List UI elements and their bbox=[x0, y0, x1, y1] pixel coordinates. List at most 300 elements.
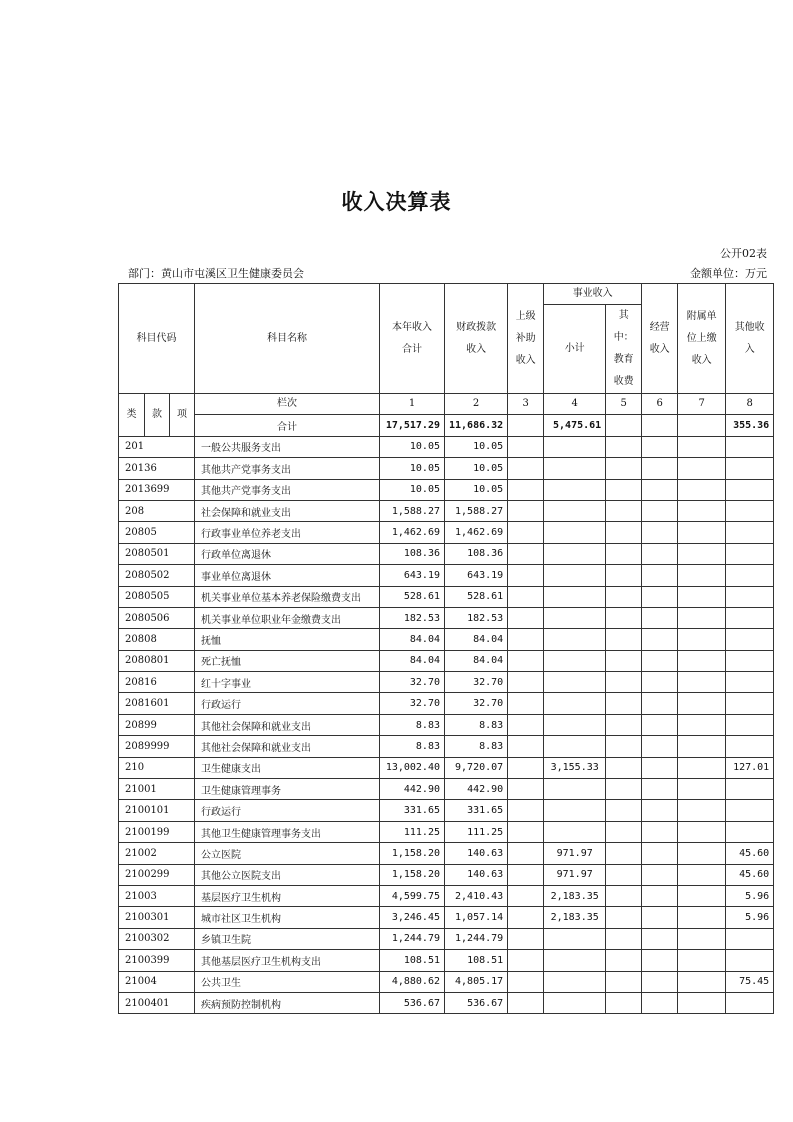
table-row bbox=[119, 821, 774, 842]
col-number: 8 bbox=[726, 394, 774, 415]
amount-cell bbox=[678, 586, 726, 607]
unit-label: 金额单位：万元 bbox=[690, 267, 767, 280]
amount-cell: 331.65 bbox=[380, 800, 445, 821]
amount-cell: 127.01 bbox=[726, 757, 774, 778]
amount-cell: 45.60 bbox=[726, 843, 774, 864]
subject-code-cell: 2089999 bbox=[119, 736, 195, 757]
subject-name-cell: 机关事业单位基本养老保险缴费支出 bbox=[195, 586, 380, 607]
amount-cell bbox=[678, 500, 726, 521]
table-row bbox=[119, 607, 774, 628]
amount-cell bbox=[642, 500, 678, 521]
amount-cell bbox=[726, 500, 774, 521]
amount-cell: 108.36 bbox=[380, 543, 445, 564]
form-code: 公开02表 bbox=[720, 247, 767, 260]
amount-cell bbox=[678, 821, 726, 842]
total-cell: 11,686.32 bbox=[445, 415, 508, 436]
header-line: 上级 bbox=[515, 310, 536, 322]
amount-cell bbox=[544, 500, 606, 521]
table-row bbox=[119, 800, 774, 821]
table-row bbox=[119, 736, 774, 757]
header-lei: 类 bbox=[119, 394, 145, 437]
amount-cell bbox=[544, 650, 606, 671]
amount-cell bbox=[678, 950, 726, 971]
table-row bbox=[119, 885, 774, 906]
total-cell bbox=[642, 415, 678, 436]
amount-cell bbox=[606, 543, 642, 564]
col-number: 2 bbox=[445, 394, 508, 415]
amount-cell bbox=[678, 629, 726, 650]
amount-cell bbox=[508, 479, 544, 500]
amount-cell bbox=[678, 800, 726, 821]
amount-cell bbox=[726, 586, 774, 607]
amount-cell bbox=[508, 928, 544, 949]
amount-cell bbox=[544, 992, 606, 1013]
amount-cell bbox=[726, 779, 774, 800]
subject-name-cell: 行政事业单位养老支出 bbox=[195, 522, 380, 543]
amount-cell bbox=[508, 543, 544, 564]
amount-cell bbox=[606, 714, 642, 735]
total-cell: 355.36 bbox=[726, 415, 774, 436]
amount-cell bbox=[606, 693, 642, 714]
amount-cell: 84.04 bbox=[445, 650, 508, 671]
amount-cell bbox=[508, 864, 544, 885]
header-line: 其 bbox=[618, 310, 629, 321]
amount-cell: 442.90 bbox=[380, 779, 445, 800]
amount-cell: 1,158.20 bbox=[380, 864, 445, 885]
amount-cell: 111.25 bbox=[445, 821, 508, 842]
amount-cell bbox=[726, 458, 774, 479]
table-row bbox=[119, 458, 774, 479]
subject-name-cell: 其他共产党事务支出 bbox=[195, 458, 380, 479]
amount-cell bbox=[606, 565, 642, 586]
amount-cell bbox=[606, 907, 642, 928]
amount-cell bbox=[606, 436, 642, 457]
amount-cell: 3,155.33 bbox=[544, 757, 606, 778]
subject-name-cell: 抚恤 bbox=[195, 629, 380, 650]
table-row bbox=[119, 757, 774, 778]
amount-cell: 2,410.43 bbox=[445, 885, 508, 906]
header-line: 其他收 bbox=[734, 321, 765, 333]
amount-cell bbox=[508, 992, 544, 1013]
amount-cell bbox=[544, 436, 606, 457]
amount-cell bbox=[544, 800, 606, 821]
amount-cell bbox=[642, 800, 678, 821]
amount-cell bbox=[508, 629, 544, 650]
amount-cell bbox=[678, 436, 726, 457]
amount-cell bbox=[726, 672, 774, 693]
amount-cell bbox=[642, 586, 678, 607]
table-row bbox=[119, 693, 774, 714]
amount-cell: 108.51 bbox=[380, 950, 445, 971]
amount-cell bbox=[642, 821, 678, 842]
amount-cell bbox=[678, 907, 726, 928]
table-row bbox=[119, 714, 774, 735]
subject-code-cell: 2100199 bbox=[119, 821, 195, 842]
amount-cell: 108.51 bbox=[445, 950, 508, 971]
header-kuan: 款 bbox=[145, 394, 170, 437]
amount-cell bbox=[642, 950, 678, 971]
header-line: 收费 bbox=[613, 376, 634, 387]
amount-cell: 32.70 bbox=[380, 672, 445, 693]
amount-cell: 10.05 bbox=[380, 458, 445, 479]
amount-cell bbox=[642, 779, 678, 800]
header-line: 入 bbox=[744, 343, 755, 355]
subject-code-cell: 2080502 bbox=[119, 565, 195, 586]
amount-cell bbox=[642, 650, 678, 671]
header-line: 附属单 bbox=[686, 310, 717, 322]
income-table bbox=[118, 283, 774, 1014]
table-row bbox=[119, 522, 774, 543]
amount-cell: 8.83 bbox=[380, 736, 445, 757]
subject-code-cell: 2080501 bbox=[119, 543, 195, 564]
table-row bbox=[119, 543, 774, 564]
subject-code-cell: 2080801 bbox=[119, 650, 195, 671]
amount-cell bbox=[508, 821, 544, 842]
amount-cell bbox=[544, 458, 606, 479]
amount-cell bbox=[726, 479, 774, 500]
col-number: 6 bbox=[642, 394, 678, 415]
amount-cell bbox=[544, 522, 606, 543]
amount-cell: 4,805.17 bbox=[445, 971, 508, 992]
amount-cell: 1,588.27 bbox=[380, 500, 445, 521]
amount-cell bbox=[508, 757, 544, 778]
subject-code-cell: 20136 bbox=[119, 458, 195, 479]
table-row bbox=[119, 779, 774, 800]
amount-cell: 528.61 bbox=[445, 586, 508, 607]
header-line: 收入 bbox=[649, 343, 670, 355]
table-row bbox=[119, 971, 774, 992]
amount-cell bbox=[508, 800, 544, 821]
amount-cell bbox=[642, 436, 678, 457]
header-total-income bbox=[380, 284, 445, 394]
amount-cell bbox=[678, 885, 726, 906]
amount-cell: 643.19 bbox=[380, 565, 445, 586]
col-number: 1 bbox=[380, 394, 445, 415]
col-number: 3 bbox=[508, 394, 544, 415]
header-line: 收入 bbox=[515, 354, 536, 366]
header-xiang: 项 bbox=[170, 394, 195, 437]
amount-cell bbox=[508, 971, 544, 992]
amount-cell bbox=[606, 864, 642, 885]
subject-name-cell: 红十字事业 bbox=[195, 672, 380, 693]
amount-cell bbox=[544, 736, 606, 757]
amount-cell bbox=[606, 607, 642, 628]
subject-name-cell: 卫生健康管理事务 bbox=[195, 779, 380, 800]
amount-cell: 75.45 bbox=[726, 971, 774, 992]
subject-code-cell: 2100401 bbox=[119, 992, 195, 1013]
header-line: 经营 bbox=[649, 321, 670, 333]
total-cell bbox=[508, 415, 544, 436]
amount-cell: 4,599.75 bbox=[380, 885, 445, 906]
amount-cell: 528.61 bbox=[380, 586, 445, 607]
amount-cell bbox=[726, 436, 774, 457]
amount-cell: 1,588.27 bbox=[445, 500, 508, 521]
header-line: 教育 bbox=[613, 354, 634, 365]
subject-name-cell: 死亡抚恤 bbox=[195, 650, 380, 671]
amount-cell bbox=[726, 800, 774, 821]
table-row bbox=[119, 907, 774, 928]
header-subtotal: 小计 bbox=[544, 305, 606, 394]
table-row bbox=[119, 629, 774, 650]
header-affiliated bbox=[678, 284, 726, 394]
table-row bbox=[119, 672, 774, 693]
subject-name-cell: 其他卫生健康管理事务支出 bbox=[195, 821, 380, 842]
amount-cell bbox=[606, 586, 642, 607]
amount-cell bbox=[642, 864, 678, 885]
subject-code-cell: 2100302 bbox=[119, 928, 195, 949]
table-row bbox=[119, 586, 774, 607]
subject-code-cell: 20816 bbox=[119, 672, 195, 693]
amount-cell bbox=[678, 736, 726, 757]
subject-code-cell: 2080506 bbox=[119, 607, 195, 628]
amount-cell: 2,183.35 bbox=[544, 885, 606, 906]
header-line: 补助 bbox=[515, 332, 536, 344]
table-row bbox=[119, 843, 774, 864]
header-line: 财政拨款 bbox=[456, 321, 497, 333]
amount-cell bbox=[726, 650, 774, 671]
amount-cell bbox=[508, 907, 544, 928]
amount-cell bbox=[642, 458, 678, 479]
subject-name-cell: 其他基层医疗卫生机构支出 bbox=[195, 950, 380, 971]
amount-cell: 536.67 bbox=[445, 992, 508, 1013]
amount-cell bbox=[642, 565, 678, 586]
amount-cell bbox=[508, 522, 544, 543]
amount-cell bbox=[726, 607, 774, 628]
subject-name-cell: 行政单位离退休 bbox=[195, 543, 380, 564]
amount-cell bbox=[726, 629, 774, 650]
amount-cell bbox=[678, 522, 726, 543]
amount-cell bbox=[726, 714, 774, 735]
header-line: 收入 bbox=[691, 354, 712, 366]
subject-code-cell: 21004 bbox=[119, 971, 195, 992]
amount-cell bbox=[508, 672, 544, 693]
amount-cell: 182.53 bbox=[380, 607, 445, 628]
amount-cell: 5.96 bbox=[726, 885, 774, 906]
amount-cell: 140.63 bbox=[445, 843, 508, 864]
amount-cell bbox=[642, 907, 678, 928]
amount-cell bbox=[544, 565, 606, 586]
amount-cell bbox=[678, 928, 726, 949]
amount-cell bbox=[678, 971, 726, 992]
amount-cell bbox=[642, 992, 678, 1013]
amount-cell bbox=[508, 714, 544, 735]
amount-cell bbox=[606, 843, 642, 864]
amount-cell: 10.05 bbox=[380, 479, 445, 500]
amount-cell bbox=[642, 479, 678, 500]
total-label: 合计 bbox=[195, 415, 380, 436]
amount-cell: 84.04 bbox=[380, 650, 445, 671]
table-row bbox=[119, 500, 774, 521]
table-row bbox=[119, 928, 774, 949]
amount-cell: 10.05 bbox=[445, 436, 508, 457]
subject-code-cell: 2100399 bbox=[119, 950, 195, 971]
amount-cell: 3,246.45 bbox=[380, 907, 445, 928]
subject-code-cell: 21002 bbox=[119, 843, 195, 864]
amount-cell: 536.67 bbox=[380, 992, 445, 1013]
total-cell: 17,517.29 bbox=[380, 415, 445, 436]
amount-cell bbox=[726, 928, 774, 949]
amount-cell bbox=[508, 693, 544, 714]
amount-cell bbox=[678, 650, 726, 671]
amount-cell bbox=[606, 950, 642, 971]
amount-cell bbox=[678, 992, 726, 1013]
header-fiscal bbox=[445, 284, 508, 394]
amount-cell bbox=[726, 992, 774, 1013]
subject-code-cell: 21001 bbox=[119, 779, 195, 800]
subject-name-cell: 乡镇卫生院 bbox=[195, 928, 380, 949]
amount-cell bbox=[642, 607, 678, 628]
amount-cell: 1,244.79 bbox=[380, 928, 445, 949]
amount-cell bbox=[726, 565, 774, 586]
amount-cell: 140.63 bbox=[445, 864, 508, 885]
subject-name-cell: 基层医疗卫生机构 bbox=[195, 885, 380, 906]
amount-cell bbox=[508, 500, 544, 521]
amount-cell bbox=[544, 479, 606, 500]
total-cell bbox=[606, 415, 642, 436]
amount-cell bbox=[726, 693, 774, 714]
amount-cell bbox=[678, 779, 726, 800]
header-business: 事业收入 bbox=[544, 284, 642, 305]
amount-cell bbox=[642, 885, 678, 906]
total-cell bbox=[678, 415, 726, 436]
amount-cell: 1,462.69 bbox=[380, 522, 445, 543]
department-label: 部门：黄山市屯溪区卫生健康委员会 bbox=[128, 267, 304, 280]
subject-name-cell: 公共卫生 bbox=[195, 971, 380, 992]
amount-cell bbox=[544, 779, 606, 800]
amount-cell bbox=[606, 779, 642, 800]
amount-cell: 2,183.35 bbox=[544, 907, 606, 928]
amount-cell bbox=[508, 885, 544, 906]
subject-code-cell: 210 bbox=[119, 757, 195, 778]
amount-cell bbox=[678, 843, 726, 864]
amount-cell bbox=[508, 565, 544, 586]
amount-cell: 442.90 bbox=[445, 779, 508, 800]
amount-cell bbox=[678, 543, 726, 564]
amount-cell bbox=[544, 629, 606, 650]
subject-name-cell: 行政运行 bbox=[195, 693, 380, 714]
amount-cell bbox=[544, 607, 606, 628]
amount-cell bbox=[678, 864, 726, 885]
amount-cell bbox=[544, 586, 606, 607]
amount-cell: 8.83 bbox=[380, 714, 445, 735]
amount-cell bbox=[508, 586, 544, 607]
amount-cell bbox=[642, 928, 678, 949]
amount-cell bbox=[642, 672, 678, 693]
amount-cell bbox=[678, 757, 726, 778]
amount-cell: 331.65 bbox=[445, 800, 508, 821]
table-row bbox=[119, 479, 774, 500]
amount-cell: 111.25 bbox=[380, 821, 445, 842]
amount-cell bbox=[508, 650, 544, 671]
amount-cell bbox=[544, 693, 606, 714]
amount-cell: 32.70 bbox=[380, 693, 445, 714]
amount-cell bbox=[642, 693, 678, 714]
amount-cell bbox=[606, 800, 642, 821]
header-line: 合计 bbox=[402, 343, 422, 355]
amount-cell bbox=[606, 821, 642, 842]
subject-code-cell: 208 bbox=[119, 500, 195, 521]
amount-cell bbox=[606, 992, 642, 1013]
amount-cell bbox=[642, 522, 678, 543]
amount-cell bbox=[508, 436, 544, 457]
amount-cell bbox=[678, 565, 726, 586]
subject-name-cell: 事业单位离退休 bbox=[195, 565, 380, 586]
amount-cell: 10.05 bbox=[445, 458, 508, 479]
amount-cell: 1,244.79 bbox=[445, 928, 508, 949]
amount-cell: 8.83 bbox=[445, 714, 508, 735]
subject-code-cell: 2100299 bbox=[119, 864, 195, 885]
amount-cell bbox=[642, 543, 678, 564]
amount-cell: 643.19 bbox=[445, 565, 508, 586]
amount-cell bbox=[678, 672, 726, 693]
amount-cell bbox=[544, 543, 606, 564]
subject-code-cell: 20899 bbox=[119, 714, 195, 735]
header-upper bbox=[508, 284, 544, 394]
subject-name-cell: 社会保障和就业支出 bbox=[195, 500, 380, 521]
subject-name-cell: 其他共产党事务支出 bbox=[195, 479, 380, 500]
amount-cell bbox=[642, 757, 678, 778]
total-row bbox=[119, 415, 774, 436]
subject-name-cell: 卫生健康支出 bbox=[195, 757, 380, 778]
subject-code-cell: 2080505 bbox=[119, 586, 195, 607]
amount-cell bbox=[642, 736, 678, 757]
amount-cell: 45.60 bbox=[726, 864, 774, 885]
subject-name-cell: 公立医院 bbox=[195, 843, 380, 864]
amount-cell bbox=[544, 672, 606, 693]
amount-cell bbox=[642, 843, 678, 864]
amount-cell bbox=[544, 821, 606, 842]
subject-code-cell: 2013699 bbox=[119, 479, 195, 500]
amount-cell: 13,002.40 bbox=[380, 757, 445, 778]
amount-cell: 84.04 bbox=[380, 629, 445, 650]
subject-name-cell: 机关事业单位职业年金缴费支出 bbox=[195, 607, 380, 628]
amount-cell bbox=[606, 928, 642, 949]
amount-cell bbox=[678, 458, 726, 479]
table-row bbox=[119, 950, 774, 971]
amount-cell bbox=[678, 714, 726, 735]
amount-cell bbox=[606, 629, 642, 650]
amount-cell: 84.04 bbox=[445, 629, 508, 650]
header-subject-code: 科目代码 bbox=[119, 284, 195, 394]
header-line: 收入 bbox=[466, 343, 487, 355]
amount-cell bbox=[508, 458, 544, 479]
subject-code-cell: 21003 bbox=[119, 885, 195, 906]
amount-cell: 32.70 bbox=[445, 672, 508, 693]
amount-cell: 32.70 bbox=[445, 693, 508, 714]
amount-cell: 8.83 bbox=[445, 736, 508, 757]
amount-cell bbox=[606, 885, 642, 906]
amount-cell: 971.97 bbox=[544, 864, 606, 885]
amount-cell bbox=[508, 607, 544, 628]
amount-cell bbox=[726, 522, 774, 543]
amount-cell: 4,880.62 bbox=[380, 971, 445, 992]
amount-cell: 108.36 bbox=[445, 543, 508, 564]
amount-cell bbox=[642, 629, 678, 650]
table-row bbox=[119, 864, 774, 885]
table-row bbox=[119, 650, 774, 671]
header-other bbox=[726, 284, 774, 394]
amount-cell bbox=[606, 522, 642, 543]
amount-cell bbox=[606, 736, 642, 757]
header-line: 位上缴 bbox=[686, 332, 717, 344]
amount-cell bbox=[508, 736, 544, 757]
subject-code-cell: 20808 bbox=[119, 629, 195, 650]
amount-cell bbox=[726, 950, 774, 971]
amount-cell bbox=[544, 950, 606, 971]
amount-cell: 5.96 bbox=[726, 907, 774, 928]
subject-name-cell: 一般公共服务支出 bbox=[195, 436, 380, 457]
table-row bbox=[119, 992, 774, 1013]
